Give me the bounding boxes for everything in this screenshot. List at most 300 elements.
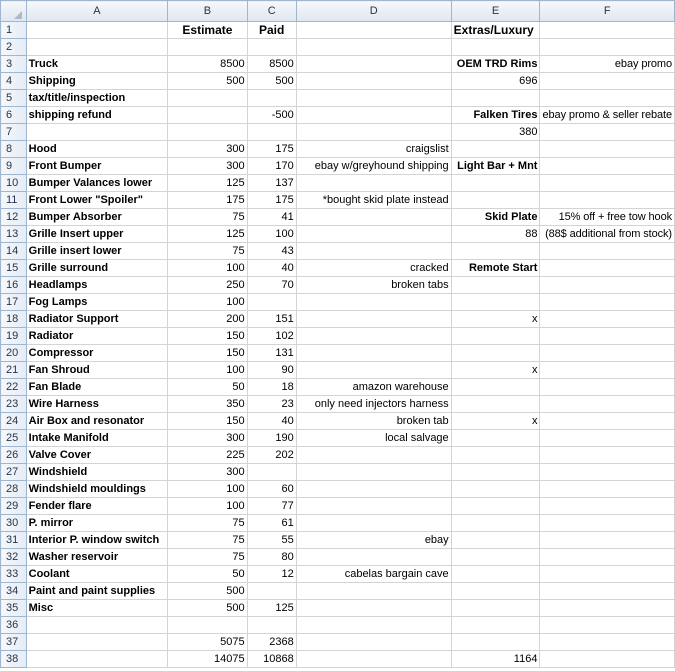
cell-F18[interactable] [540, 311, 675, 328]
cell-A31[interactable]: Interior P. window switch [26, 532, 168, 549]
table-row [1, 158, 675, 175]
cell-E3[interactable]: OEM TRD Rims [451, 56, 540, 73]
cell-C1[interactable]: Paid [247, 22, 296, 39]
cell-A21[interactable]: Fan Shroud [26, 362, 168, 379]
cell-E6[interactable]: Falken Tires [451, 107, 540, 124]
cell-A19[interactable]: Radiator [26, 328, 168, 345]
cell-F3[interactable]: ebay promo [540, 56, 675, 73]
cell-A15[interactable]: Grille surround [26, 260, 168, 277]
cell-C32[interactable]: 80 [247, 549, 296, 566]
cell-D14[interactable] [296, 243, 451, 260]
row-header[interactable]: 18 [1, 311, 27, 328]
cell-B26[interactable]: 225 [168, 447, 247, 464]
cell-D32[interactable] [296, 549, 451, 566]
cell-A9[interactable]: Front Bumper [26, 158, 168, 175]
cell-A1[interactable] [26, 22, 168, 39]
row-header[interactable]: 32 [1, 549, 27, 566]
cell-B33[interactable]: 50 [168, 566, 247, 583]
cell-C38[interactable]: 10868 [247, 651, 296, 668]
cell-E1[interactable]: Extras/Luxury [451, 22, 540, 39]
cell-E24[interactable]: x [451, 413, 540, 430]
cell-F19[interactable] [540, 328, 675, 345]
cell-E26[interactable] [451, 447, 540, 464]
cell-E19[interactable] [451, 328, 540, 345]
cell-E38[interactable]: 1164 [451, 651, 540, 668]
cell-D2[interactable] [296, 39, 451, 56]
cell-C24[interactable]: 40 [247, 413, 296, 430]
cell-B20[interactable]: 150 [168, 345, 247, 362]
table-row [1, 260, 675, 277]
cell-E36[interactable] [451, 617, 540, 634]
table-row [1, 226, 675, 243]
cell-B10[interactable]: 125 [168, 175, 247, 192]
cell-D12[interactable] [296, 209, 451, 226]
cell-F14[interactable] [540, 243, 675, 260]
cell-A2[interactable] [26, 39, 168, 56]
cell-E15[interactable]: Remote Start [451, 260, 540, 277]
row-header[interactable]: 17 [1, 294, 27, 311]
cell-A22[interactable]: Fan Blade [26, 379, 168, 396]
cell-E4[interactable]: 696 [451, 73, 540, 90]
cell-B30[interactable]: 75 [168, 515, 247, 532]
cell-E21[interactable]: x [451, 362, 540, 379]
cell-C5[interactable] [247, 90, 296, 107]
cell-B28[interactable]: 100 [168, 481, 247, 498]
cell-F7[interactable] [540, 124, 675, 141]
cell-E34[interactable] [451, 583, 540, 600]
cell-D34[interactable] [296, 583, 451, 600]
cell-A7[interactable] [26, 124, 168, 141]
row-header[interactable]: 37 [1, 634, 27, 651]
table-row [1, 107, 675, 124]
cell-E31[interactable] [451, 532, 540, 549]
cell-D10[interactable] [296, 175, 451, 192]
cell-A6[interactable]: shipping refund [26, 107, 168, 124]
cell-A38[interactable] [26, 651, 168, 668]
cell-F28[interactable] [540, 481, 675, 498]
table-row [1, 566, 675, 583]
cell-F9[interactable] [540, 158, 675, 175]
cell-C20[interactable]: 131 [247, 345, 296, 362]
cell-D18[interactable] [296, 311, 451, 328]
cell-E7[interactable]: 380 [451, 124, 540, 141]
cell-C16[interactable]: 70 [247, 277, 296, 294]
cell-A37[interactable] [26, 634, 168, 651]
cell-E25[interactable] [451, 430, 540, 447]
table-row [1, 362, 675, 379]
cell-D37[interactable] [296, 634, 451, 651]
table-row [1, 277, 675, 294]
table-row [1, 73, 675, 90]
cell-A27[interactable]: Windshield [26, 464, 168, 481]
cell-D4[interactable] [296, 73, 451, 90]
cell-F16[interactable] [540, 277, 675, 294]
cell-A16[interactable]: Headlamps [26, 277, 168, 294]
row-header[interactable]: 14 [1, 243, 27, 260]
cell-A36[interactable] [26, 617, 168, 634]
cell-B15[interactable]: 100 [168, 260, 247, 277]
cell-D19[interactable] [296, 328, 451, 345]
row-header[interactable]: 19 [1, 328, 27, 345]
table-row [1, 413, 675, 430]
cell-B9[interactable]: 300 [168, 158, 247, 175]
table-row [1, 90, 675, 107]
row-header[interactable]: 33 [1, 566, 27, 583]
cell-F26[interactable] [540, 447, 675, 464]
cell-A13[interactable]: Grille Insert upper [26, 226, 168, 243]
cell-C21[interactable]: 90 [247, 362, 296, 379]
cell-F38[interactable] [540, 651, 675, 668]
cell-A24[interactable]: Air Box and resonator [26, 413, 168, 430]
cell-A5[interactable]: tax/title/inspection [26, 90, 168, 107]
cell-D9[interactable]: ebay w/greyhound shipping [296, 158, 451, 175]
cell-B5[interactable] [168, 90, 247, 107]
cell-B11[interactable]: 175 [168, 192, 247, 209]
table-row [1, 345, 675, 362]
row-header[interactable]: 23 [1, 396, 27, 413]
cell-C23[interactable]: 23 [247, 396, 296, 413]
cell-D31[interactable]: ebay [296, 532, 451, 549]
cell-C36[interactable] [247, 617, 296, 634]
table-row [1, 294, 675, 311]
table-row [1, 600, 675, 617]
cell-E11[interactable] [451, 192, 540, 209]
cell-C18[interactable]: 151 [247, 311, 296, 328]
cell-C35[interactable]: 125 [247, 600, 296, 617]
row-header[interactable]: 10 [1, 175, 27, 192]
cell-A18[interactable]: Radiator Support [26, 311, 168, 328]
cell-A25[interactable]: Intake Manifold [26, 430, 168, 447]
cell-E2[interactable] [451, 39, 540, 56]
row-header[interactable]: 15 [1, 260, 27, 277]
cell-C15[interactable]: 40 [247, 260, 296, 277]
cell-F12[interactable]: 15% off + free tow hook [540, 209, 675, 226]
cell-C14[interactable]: 43 [247, 243, 296, 260]
cell-C27[interactable] [247, 464, 296, 481]
cell-A3[interactable]: Truck [26, 56, 168, 73]
row-header[interactable]: 22 [1, 379, 27, 396]
cell-A26[interactable]: Valve Cover [26, 447, 168, 464]
cell-D13[interactable] [296, 226, 451, 243]
cell-C7[interactable] [247, 124, 296, 141]
cell-B27[interactable]: 300 [168, 464, 247, 481]
cell-C37[interactable]: 2368 [247, 634, 296, 651]
cell-D22[interactable]: amazon warehouse [296, 379, 451, 396]
row-header[interactable]: 4 [1, 73, 27, 90]
cell-E35[interactable] [451, 600, 540, 617]
table-row [1, 175, 675, 192]
cell-F11[interactable] [540, 192, 675, 209]
row-header[interactable]: 11 [1, 192, 27, 209]
cell-B2[interactable] [168, 39, 247, 56]
cell-C31[interactable]: 55 [247, 532, 296, 549]
row-header[interactable]: 24 [1, 413, 27, 430]
cell-C26[interactable]: 202 [247, 447, 296, 464]
cell-F33[interactable] [540, 566, 675, 583]
cell-F17[interactable] [540, 294, 675, 311]
cell-F36[interactable] [540, 617, 675, 634]
cell-E29[interactable] [451, 498, 540, 515]
cell-B19[interactable]: 150 [168, 328, 247, 345]
row-header[interactable]: 36 [1, 617, 27, 634]
cell-B13[interactable]: 125 [168, 226, 247, 243]
row-header[interactable]: 13 [1, 226, 27, 243]
row-header[interactable]: 25 [1, 430, 27, 447]
row-header[interactable]: 1 [1, 22, 27, 39]
cell-A34[interactable]: Paint and paint supplies [26, 583, 168, 600]
select-all-triangle-icon [14, 11, 22, 19]
cell-E37[interactable] [451, 634, 540, 651]
cell-F29[interactable] [540, 498, 675, 515]
row-header[interactable]: 2 [1, 39, 27, 56]
cell-C10[interactable]: 137 [247, 175, 296, 192]
cell-D38[interactable] [296, 651, 451, 668]
cell-B16[interactable]: 250 [168, 277, 247, 294]
cell-D28[interactable] [296, 481, 451, 498]
cell-F5[interactable] [540, 90, 675, 107]
cell-D5[interactable] [296, 90, 451, 107]
cell-B3[interactable]: 8500 [168, 56, 247, 73]
cell-B37[interactable]: 5075 [168, 634, 247, 651]
cell-D30[interactable] [296, 515, 451, 532]
row-header[interactable]: 20 [1, 345, 27, 362]
column-header-f[interactable]: F [540, 1, 675, 22]
cell-D35[interactable] [296, 600, 451, 617]
cell-E13[interactable]: 88 [451, 226, 540, 243]
column-header-c[interactable]: C [247, 1, 296, 22]
table-row [1, 617, 675, 634]
cell-E23[interactable] [451, 396, 540, 413]
cell-F1[interactable] [540, 22, 675, 39]
cell-D27[interactable] [296, 464, 451, 481]
cell-E20[interactable] [451, 345, 540, 362]
cell-C29[interactable]: 77 [247, 498, 296, 515]
cell-C13[interactable]: 100 [247, 226, 296, 243]
cell-B18[interactable]: 200 [168, 311, 247, 328]
cell-B32[interactable]: 75 [168, 549, 247, 566]
cell-C2[interactable] [247, 39, 296, 56]
cell-D7[interactable] [296, 124, 451, 141]
cell-D26[interactable] [296, 447, 451, 464]
column-header-b[interactable]: B [168, 1, 247, 22]
cell-F27[interactable] [540, 464, 675, 481]
cell-A17[interactable]: Fog Lamps [26, 294, 168, 311]
row-header[interactable]: 12 [1, 209, 27, 226]
cell-F34[interactable] [540, 583, 675, 600]
cell-A30[interactable]: P. mirror [26, 515, 168, 532]
cell-F21[interactable] [540, 362, 675, 379]
table-row [1, 379, 675, 396]
cell-F24[interactable] [540, 413, 675, 430]
cell-E16[interactable] [451, 277, 540, 294]
cell-A28[interactable]: Windshield mouldings [26, 481, 168, 498]
row-header[interactable]: 29 [1, 498, 27, 515]
cell-F31[interactable] [540, 532, 675, 549]
cell-C19[interactable]: 102 [247, 328, 296, 345]
table-row [1, 515, 675, 532]
cell-B4[interactable]: 500 [168, 73, 247, 90]
cell-B24[interactable]: 150 [168, 413, 247, 430]
cell-E27[interactable] [451, 464, 540, 481]
cell-B36[interactable] [168, 617, 247, 634]
row-header[interactable]: 21 [1, 362, 27, 379]
cell-B34[interactable]: 500 [168, 583, 247, 600]
select-all-corner[interactable] [1, 1, 27, 22]
cell-C22[interactable]: 18 [247, 379, 296, 396]
column-header-row [1, 1, 675, 22]
cell-F22[interactable] [540, 379, 675, 396]
table-row [1, 549, 675, 566]
cell-B21[interactable]: 100 [168, 362, 247, 379]
cell-E30[interactable] [451, 515, 540, 532]
cell-B17[interactable]: 100 [168, 294, 247, 311]
cell-F23[interactable] [540, 396, 675, 413]
cell-E22[interactable] [451, 379, 540, 396]
cell-E32[interactable] [451, 549, 540, 566]
cell-B1[interactable]: Estimate [168, 22, 247, 39]
cell-E33[interactable] [451, 566, 540, 583]
cell-E10[interactable] [451, 175, 540, 192]
cell-F30[interactable] [540, 515, 675, 532]
cell-D3[interactable] [296, 56, 451, 73]
cell-F8[interactable] [540, 141, 675, 158]
cell-E28[interactable] [451, 481, 540, 498]
cell-F13[interactable]: (88$ additional from stock) [540, 226, 675, 243]
cell-E12[interactable]: Skid Plate [451, 209, 540, 226]
cell-A8[interactable]: Hood [26, 141, 168, 158]
row-header[interactable]: 8 [1, 141, 27, 158]
cell-B35[interactable]: 500 [168, 600, 247, 617]
cell-B31[interactable]: 75 [168, 532, 247, 549]
cell-A4[interactable]: Shipping [26, 73, 168, 90]
cell-F32[interactable] [540, 549, 675, 566]
cell-A33[interactable]: Coolant [26, 566, 168, 583]
cell-A32[interactable]: Washer reservoir [26, 549, 168, 566]
cell-A29[interactable]: Fender flare [26, 498, 168, 515]
cell-B8[interactable]: 300 [168, 141, 247, 158]
row-header[interactable]: 27 [1, 464, 27, 481]
cell-D15[interactable]: cracked [296, 260, 451, 277]
cell-F2[interactable] [540, 39, 675, 56]
cell-E18[interactable]: x [451, 311, 540, 328]
cell-D11[interactable]: *bought skid plate instead [296, 192, 451, 209]
row-header[interactable]: 26 [1, 447, 27, 464]
cell-C30[interactable]: 61 [247, 515, 296, 532]
cell-B7[interactable] [168, 124, 247, 141]
cell-E17[interactable] [451, 294, 540, 311]
cell-E9[interactable]: Light Bar + Mnt [451, 158, 540, 175]
row-header[interactable]: 6 [1, 107, 27, 124]
cell-D8[interactable]: craigslist [296, 141, 451, 158]
table-row [1, 532, 675, 549]
cell-E8[interactable] [451, 141, 540, 158]
column-header-d[interactable]: D [296, 1, 451, 22]
row-header[interactable]: 38 [1, 651, 27, 668]
cell-F37[interactable] [540, 634, 675, 651]
cell-A14[interactable]: Grille insert lower [26, 243, 168, 260]
cell-B29[interactable]: 100 [168, 498, 247, 515]
row-header[interactable]: 28 [1, 481, 27, 498]
cell-B12[interactable]: 75 [168, 209, 247, 226]
row-header[interactable]: 9 [1, 158, 27, 175]
row-header[interactable]: 35 [1, 600, 27, 617]
cell-D23[interactable]: only need injectors harness [296, 396, 451, 413]
cell-D17[interactable] [296, 294, 451, 311]
cell-C12[interactable]: 41 [247, 209, 296, 226]
cell-F25[interactable] [540, 430, 675, 447]
cell-D36[interactable] [296, 617, 451, 634]
cell-B14[interactable]: 75 [168, 243, 247, 260]
cell-A10[interactable]: Bumper Valances lower [26, 175, 168, 192]
cell-F10[interactable] [540, 175, 675, 192]
row-header[interactable]: 34 [1, 583, 27, 600]
cell-C25[interactable]: 190 [247, 430, 296, 447]
cell-D16[interactable]: broken tabs [296, 277, 451, 294]
cell-B23[interactable]: 350 [168, 396, 247, 413]
cell-C9[interactable]: 170 [247, 158, 296, 175]
table-row [1, 481, 675, 498]
cell-F20[interactable] [540, 345, 675, 362]
cell-D33[interactable]: cabelas bargain cave [296, 566, 451, 583]
cell-C28[interactable]: 60 [247, 481, 296, 498]
cell-C34[interactable] [247, 583, 296, 600]
cell-B38[interactable]: 14075 [168, 651, 247, 668]
cell-B22[interactable]: 50 [168, 379, 247, 396]
row-header[interactable]: 3 [1, 56, 27, 73]
row-header[interactable]: 31 [1, 532, 27, 549]
cell-D1[interactable] [296, 22, 451, 39]
cell-D6[interactable] [296, 107, 451, 124]
cell-A20[interactable]: Compressor [26, 345, 168, 362]
cell-C6[interactable]: -500 [247, 107, 296, 124]
cell-D29[interactable] [296, 498, 451, 515]
cell-F6[interactable]: ebay promo & seller rebate [540, 107, 675, 124]
cell-C33[interactable]: 12 [247, 566, 296, 583]
cell-A35[interactable]: Misc [26, 600, 168, 617]
cell-E5[interactable] [451, 90, 540, 107]
cell-D24[interactable]: broken tab [296, 413, 451, 430]
cell-D21[interactable] [296, 362, 451, 379]
cell-C3[interactable]: 8500 [247, 56, 296, 73]
cell-B6[interactable] [168, 107, 247, 124]
cell-C11[interactable]: 175 [247, 192, 296, 209]
cell-A23[interactable]: Wire Harness [26, 396, 168, 413]
table-row [1, 396, 675, 413]
cell-F15[interactable] [540, 260, 675, 277]
cell-A11[interactable]: Front Lower "Spoiler" [26, 192, 168, 209]
cell-B25[interactable]: 300 [168, 430, 247, 447]
cell-F35[interactable] [540, 600, 675, 617]
table-row [1, 141, 675, 158]
cell-A12[interactable]: Bumper Absorber [26, 209, 168, 226]
row-header[interactable]: 30 [1, 515, 27, 532]
table-row [1, 447, 675, 464]
column-header-a[interactable]: A [26, 1, 168, 22]
cell-C8[interactable]: 175 [247, 141, 296, 158]
row-header[interactable]: 16 [1, 277, 27, 294]
table-row [1, 651, 675, 668]
cell-D25[interactable]: local salvage [296, 430, 451, 447]
cell-C17[interactable] [247, 294, 296, 311]
column-header-e[interactable]: E [451, 1, 540, 22]
table-row [1, 498, 675, 515]
cell-D20[interactable] [296, 345, 451, 362]
cell-F4[interactable] [540, 73, 675, 90]
row-header[interactable]: 5 [1, 90, 27, 107]
cell-E14[interactable] [451, 243, 540, 260]
row-header[interactable]: 7 [1, 124, 27, 141]
cell-C4[interactable]: 500 [247, 73, 296, 90]
